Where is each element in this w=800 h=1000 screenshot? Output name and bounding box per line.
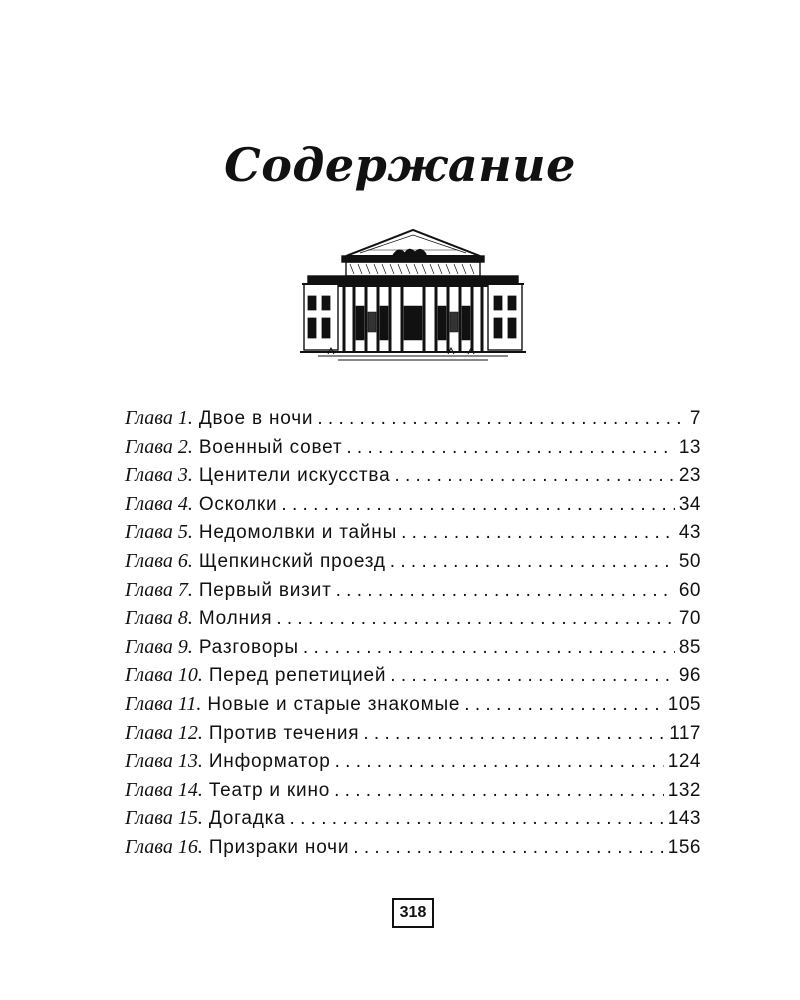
chapter-page-number: 13 [678, 436, 701, 458]
dot-leader [317, 405, 686, 434]
toc-entry [125, 776, 701, 805]
chapter-title: Новые и старые знакомые [207, 693, 461, 715]
toc-entry [125, 833, 701, 862]
chapter-number: Глава 10. [125, 664, 203, 687]
chapter-number: Глава 16. [125, 835, 203, 858]
chapter-title: Перед репетицией [208, 665, 387, 687]
dot-leader [353, 834, 664, 863]
toc-entry [125, 490, 701, 519]
toc-entry [125, 747, 701, 776]
toc-entry [125, 433, 701, 462]
chapter-title: Догадка [208, 808, 286, 830]
chapter-title: Против течения [208, 722, 360, 744]
chapter-title: Недомолвки и тайны [198, 522, 398, 544]
chapter-title: Первый визит [198, 579, 332, 601]
chapter-page-number: 85 [678, 636, 701, 658]
chapter-page-number: 60 [678, 579, 701, 601]
toc-entry [125, 576, 701, 605]
dot-leader [276, 605, 675, 634]
chapter-number: Глава 13. [125, 750, 203, 773]
chapter-number: Глава 11. [125, 692, 202, 715]
dot-leader [290, 805, 664, 834]
chapter-number: Глава 7. [125, 578, 193, 601]
dot-leader [334, 777, 664, 806]
chapter-number: Глава 1. [125, 407, 193, 429]
chapter-page-number: 23 [678, 465, 701, 487]
chapter-page-number: 70 [678, 608, 701, 630]
chapter-title: Молния [198, 608, 273, 630]
chapter-title: Ценители искусства [198, 465, 391, 487]
chapter-page-number: 43 [678, 522, 701, 544]
toc-entry [125, 719, 701, 748]
chapter-number: Глава 6. [125, 549, 193, 572]
chapter-number: Глава 2. [125, 435, 193, 458]
chapter-page-number: 156 [667, 836, 701, 858]
chapter-number: Глава 5. [125, 521, 193, 544]
chapter-page-number: 34 [678, 493, 701, 515]
chapter-page-number: 117 [669, 722, 701, 744]
chapter-title: Разговоры [198, 636, 299, 658]
dot-leader [346, 434, 674, 463]
table-of-contents [125, 404, 701, 862]
chapter-number: Глава 9. [125, 635, 193, 658]
dot-leader [335, 748, 664, 777]
chapter-number: Глава 15. [125, 807, 203, 830]
dot-leader [390, 662, 675, 691]
dot-leader [401, 519, 675, 548]
chapter-title: Двое в ночи [198, 408, 314, 429]
dot-leader [464, 691, 664, 720]
dot-leader [336, 577, 675, 606]
chapter-page-number: 124 [667, 751, 701, 773]
chapter-number: Глава 4. [125, 492, 193, 515]
page-number: 318 [392, 898, 434, 928]
dot-leader [363, 720, 665, 749]
toc-entry [125, 404, 701, 433]
chapter-page-number: 50 [678, 550, 701, 572]
toc-entry [125, 661, 701, 690]
chapter-number: Глава 14. [125, 778, 203, 801]
chapter-title: Информатор [208, 751, 331, 773]
toc-entry [125, 633, 701, 662]
chapter-page-number: 7 [689, 408, 701, 429]
dot-leader [281, 491, 674, 520]
chapter-page-number: 143 [667, 808, 701, 830]
chapter-title: Театр и кино [208, 779, 331, 801]
toc-entry [125, 604, 701, 633]
chapter-title: Осколки [198, 493, 278, 515]
chapter-title: Призраки ночи [208, 836, 350, 858]
dot-leader [390, 548, 675, 577]
dot-leader [394, 462, 674, 491]
chapter-page-number: 96 [678, 665, 701, 687]
toc-entry [125, 804, 701, 833]
theatre-building-icon [298, 226, 528, 366]
chapter-title: Военный совет [198, 436, 343, 458]
toc-entry [125, 547, 701, 576]
toc-entry [125, 461, 701, 490]
chapter-page-number: 105 [667, 693, 701, 715]
chapter-number: Глава 3. [125, 464, 193, 487]
chapter-number: Глава 12. [125, 721, 203, 744]
page-title: Содержание [224, 138, 576, 192]
toc-entry [125, 690, 701, 719]
dot-leader [303, 634, 675, 663]
chapter-number: Глава 8. [125, 607, 193, 630]
chapter-page-number: 132 [667, 779, 701, 801]
toc-entry [125, 518, 701, 547]
chapter-title: Щепкинский проезд [198, 550, 386, 572]
